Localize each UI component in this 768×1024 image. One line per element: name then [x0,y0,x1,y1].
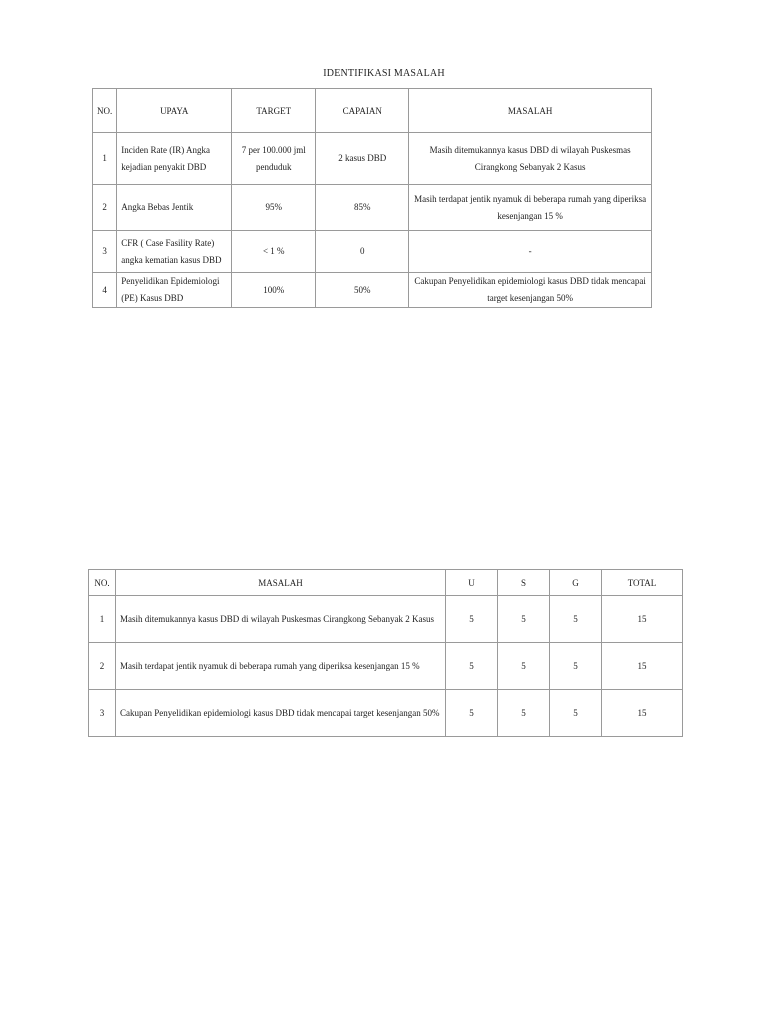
cell-masalah: Cakupan Penyelidikan epidemiologi kasus DBD tidak mencapai target kesenjangan 50% [116,690,446,737]
cell-upaya: Penyelidikan Epidemiologi (PE) Kasus DBD [117,273,232,308]
usg-priority-table [88,569,683,737]
cell-upaya: CFR ( Case Fasility Rate) angka kematian kasus DBD [117,231,232,273]
cell-no: 3 [93,231,117,273]
cell-upaya: Angka Bebas Jentik [117,185,232,231]
cell-g: 5 [550,596,602,643]
cell-capaian: 2 kasus DBD [316,133,409,185]
header-no: NO. [93,89,117,133]
cell-no: 3 [89,690,116,737]
cell-g: 5 [550,690,602,737]
header-s: S [498,570,550,596]
header-upaya: UPAYA [117,89,232,133]
cell-masalah: Masih ditemukannya kasus DBD di wilayah Puskesmas Cirangkong Sebanyak 2 Kasus [116,596,446,643]
table-row [89,643,683,690]
table-row [89,596,683,643]
header-no: NO. [89,570,116,596]
cell-no: 1 [89,596,116,643]
cell-masalah: Cakupan Penyelidikan epidemiologi kasus DBD tidak mencapai target kesenjangan 50% [409,273,652,308]
cell-masalah: Masih terdapat jentik nyamuk di beberapa rumah yang diperiksa kesenjangan 15 % [409,185,652,231]
cell-masalah: Masih terdapat jentik nyamuk di beberapa rumah yang diperiksa kesenjangan 15 % [116,643,446,690]
header-masalah: MASALAH [409,89,652,133]
cell-total: 15 [602,596,683,643]
cell-target: 100% [232,273,316,308]
cell-upaya: Inciden Rate (IR) Angka kejadian penyakit DBD [117,133,232,185]
cell-target: 95% [232,185,316,231]
table-row [93,273,652,308]
cell-s: 5 [498,690,550,737]
cell-no: 1 [93,133,117,185]
cell-total: 15 [602,643,683,690]
cell-total: 15 [602,690,683,737]
cell-capaian: 0 [316,231,409,273]
cell-s: 5 [498,596,550,643]
document-title: IDENTIFIKASI MASALAH [323,68,445,79]
header-target: TARGET [232,89,316,133]
cell-target: 7 per 100.000 jml penduduk [232,133,316,185]
table-row [93,231,652,273]
header-masalah: MASALAH [116,570,446,596]
cell-masalah: - [409,231,652,273]
problem-identification-table [92,88,652,308]
header-u: U [446,570,498,596]
header-total: TOTAL [602,570,683,596]
header-g: G [550,570,602,596]
table-row [89,690,683,737]
cell-u: 5 [446,596,498,643]
table-header-row [93,89,652,133]
cell-no: 2 [93,185,117,231]
cell-target: < 1 % [232,231,316,273]
cell-no: 2 [89,643,116,690]
table-header-row [89,570,683,596]
cell-g: 5 [550,643,602,690]
header-capaian: CAPAIAN [316,89,409,133]
cell-u: 5 [446,690,498,737]
cell-capaian: 85% [316,185,409,231]
table-row [93,185,652,231]
cell-capaian: 50% [316,273,409,308]
cell-u: 5 [446,643,498,690]
cell-masalah: Masih ditemukannya kasus DBD di wilayah Puskesmas Cirangkong Sebanyak 2 Kasus [409,133,652,185]
cell-no: 4 [93,273,117,308]
table-row [93,133,652,185]
cell-s: 5 [498,643,550,690]
